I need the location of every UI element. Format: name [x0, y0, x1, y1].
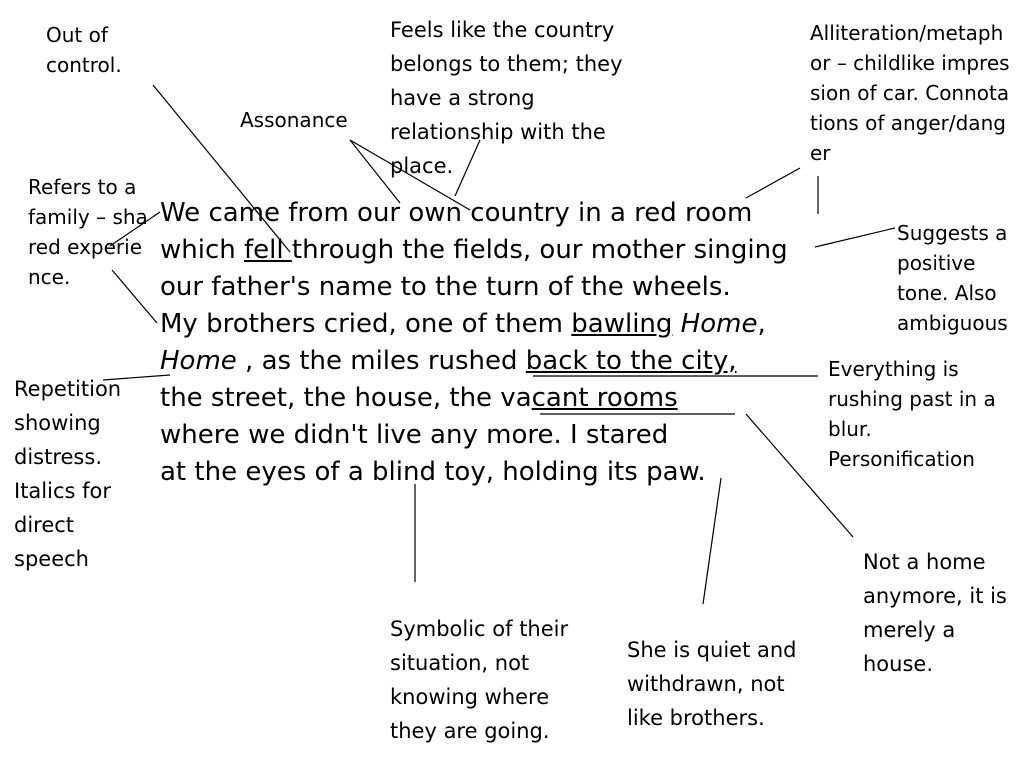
poem-line	[160, 306, 840, 343]
poem-line	[160, 454, 840, 491]
poem-line	[160, 417, 840, 454]
poem-segment: My brothers cried, one of them	[160, 309, 572, 339]
annotation-positive: Suggests a positive tone. Also ambiguous	[897, 221, 1008, 335]
poem-segment: the street, the house, the va	[160, 383, 532, 413]
poem-segment	[672, 309, 680, 339]
poem-segment: where we didn't live any more. I stared	[160, 420, 669, 450]
poem-segment: our father's name to the turn of the wheels.	[160, 272, 731, 302]
annotation-out-of-control: Out of control.	[46, 23, 122, 77]
annotation-quiet: She is quiet and withdrawn, not like brothers.	[627, 638, 797, 730]
poem-line	[160, 343, 840, 380]
poem-segment: through the fields, our mother singing	[291, 235, 788, 265]
poem-segment: cant rooms	[531, 383, 678, 413]
poem-segment: Home	[160, 346, 237, 376]
poem-line	[160, 232, 840, 269]
annotation-everything: Everything is rushing past in a blur. Personification	[828, 357, 996, 471]
connector-quiet	[703, 478, 721, 604]
poem-segment: ,	[757, 309, 766, 339]
poem-segment: at the eyes of a blind toy, holding its paw.	[160, 457, 706, 487]
poem-line	[160, 380, 840, 417]
annotation-family: Refers to a family – shared experience.	[28, 175, 148, 289]
poem-segment: fell	[244, 235, 292, 265]
annotation-not-home: Not a home anymore, it is merely a house.	[863, 550, 1007, 676]
poem-segment: bawling	[571, 309, 673, 339]
poem-segment: which	[160, 235, 245, 265]
connector-alliteration	[746, 168, 800, 198]
poem-segment: , as the miles rushed	[236, 346, 526, 376]
poem-segment: Home	[680, 309, 758, 339]
poem-line	[160, 195, 840, 232]
poem-segment: back to the city,	[525, 346, 737, 376]
annotation-alliteration: Alliteration/metaphor – childlike impression of car. Connotations of anger/danger	[810, 21, 1010, 165]
annotation-symbolic: Symbolic of their situation, not knowing where they are going.	[390, 617, 569, 743]
poem-text	[160, 195, 840, 491]
poem-line	[160, 269, 840, 306]
annotation-country: Feels like the country belongs to them; they have a strong relationship with the place.	[390, 18, 623, 178]
poem-segment: We came from our own country in a red room	[160, 198, 753, 228]
annotation-assonance: Assonance	[240, 108, 348, 132]
annotation-repetition: Repetition showing distress. Italics for direct speech	[14, 377, 122, 571]
